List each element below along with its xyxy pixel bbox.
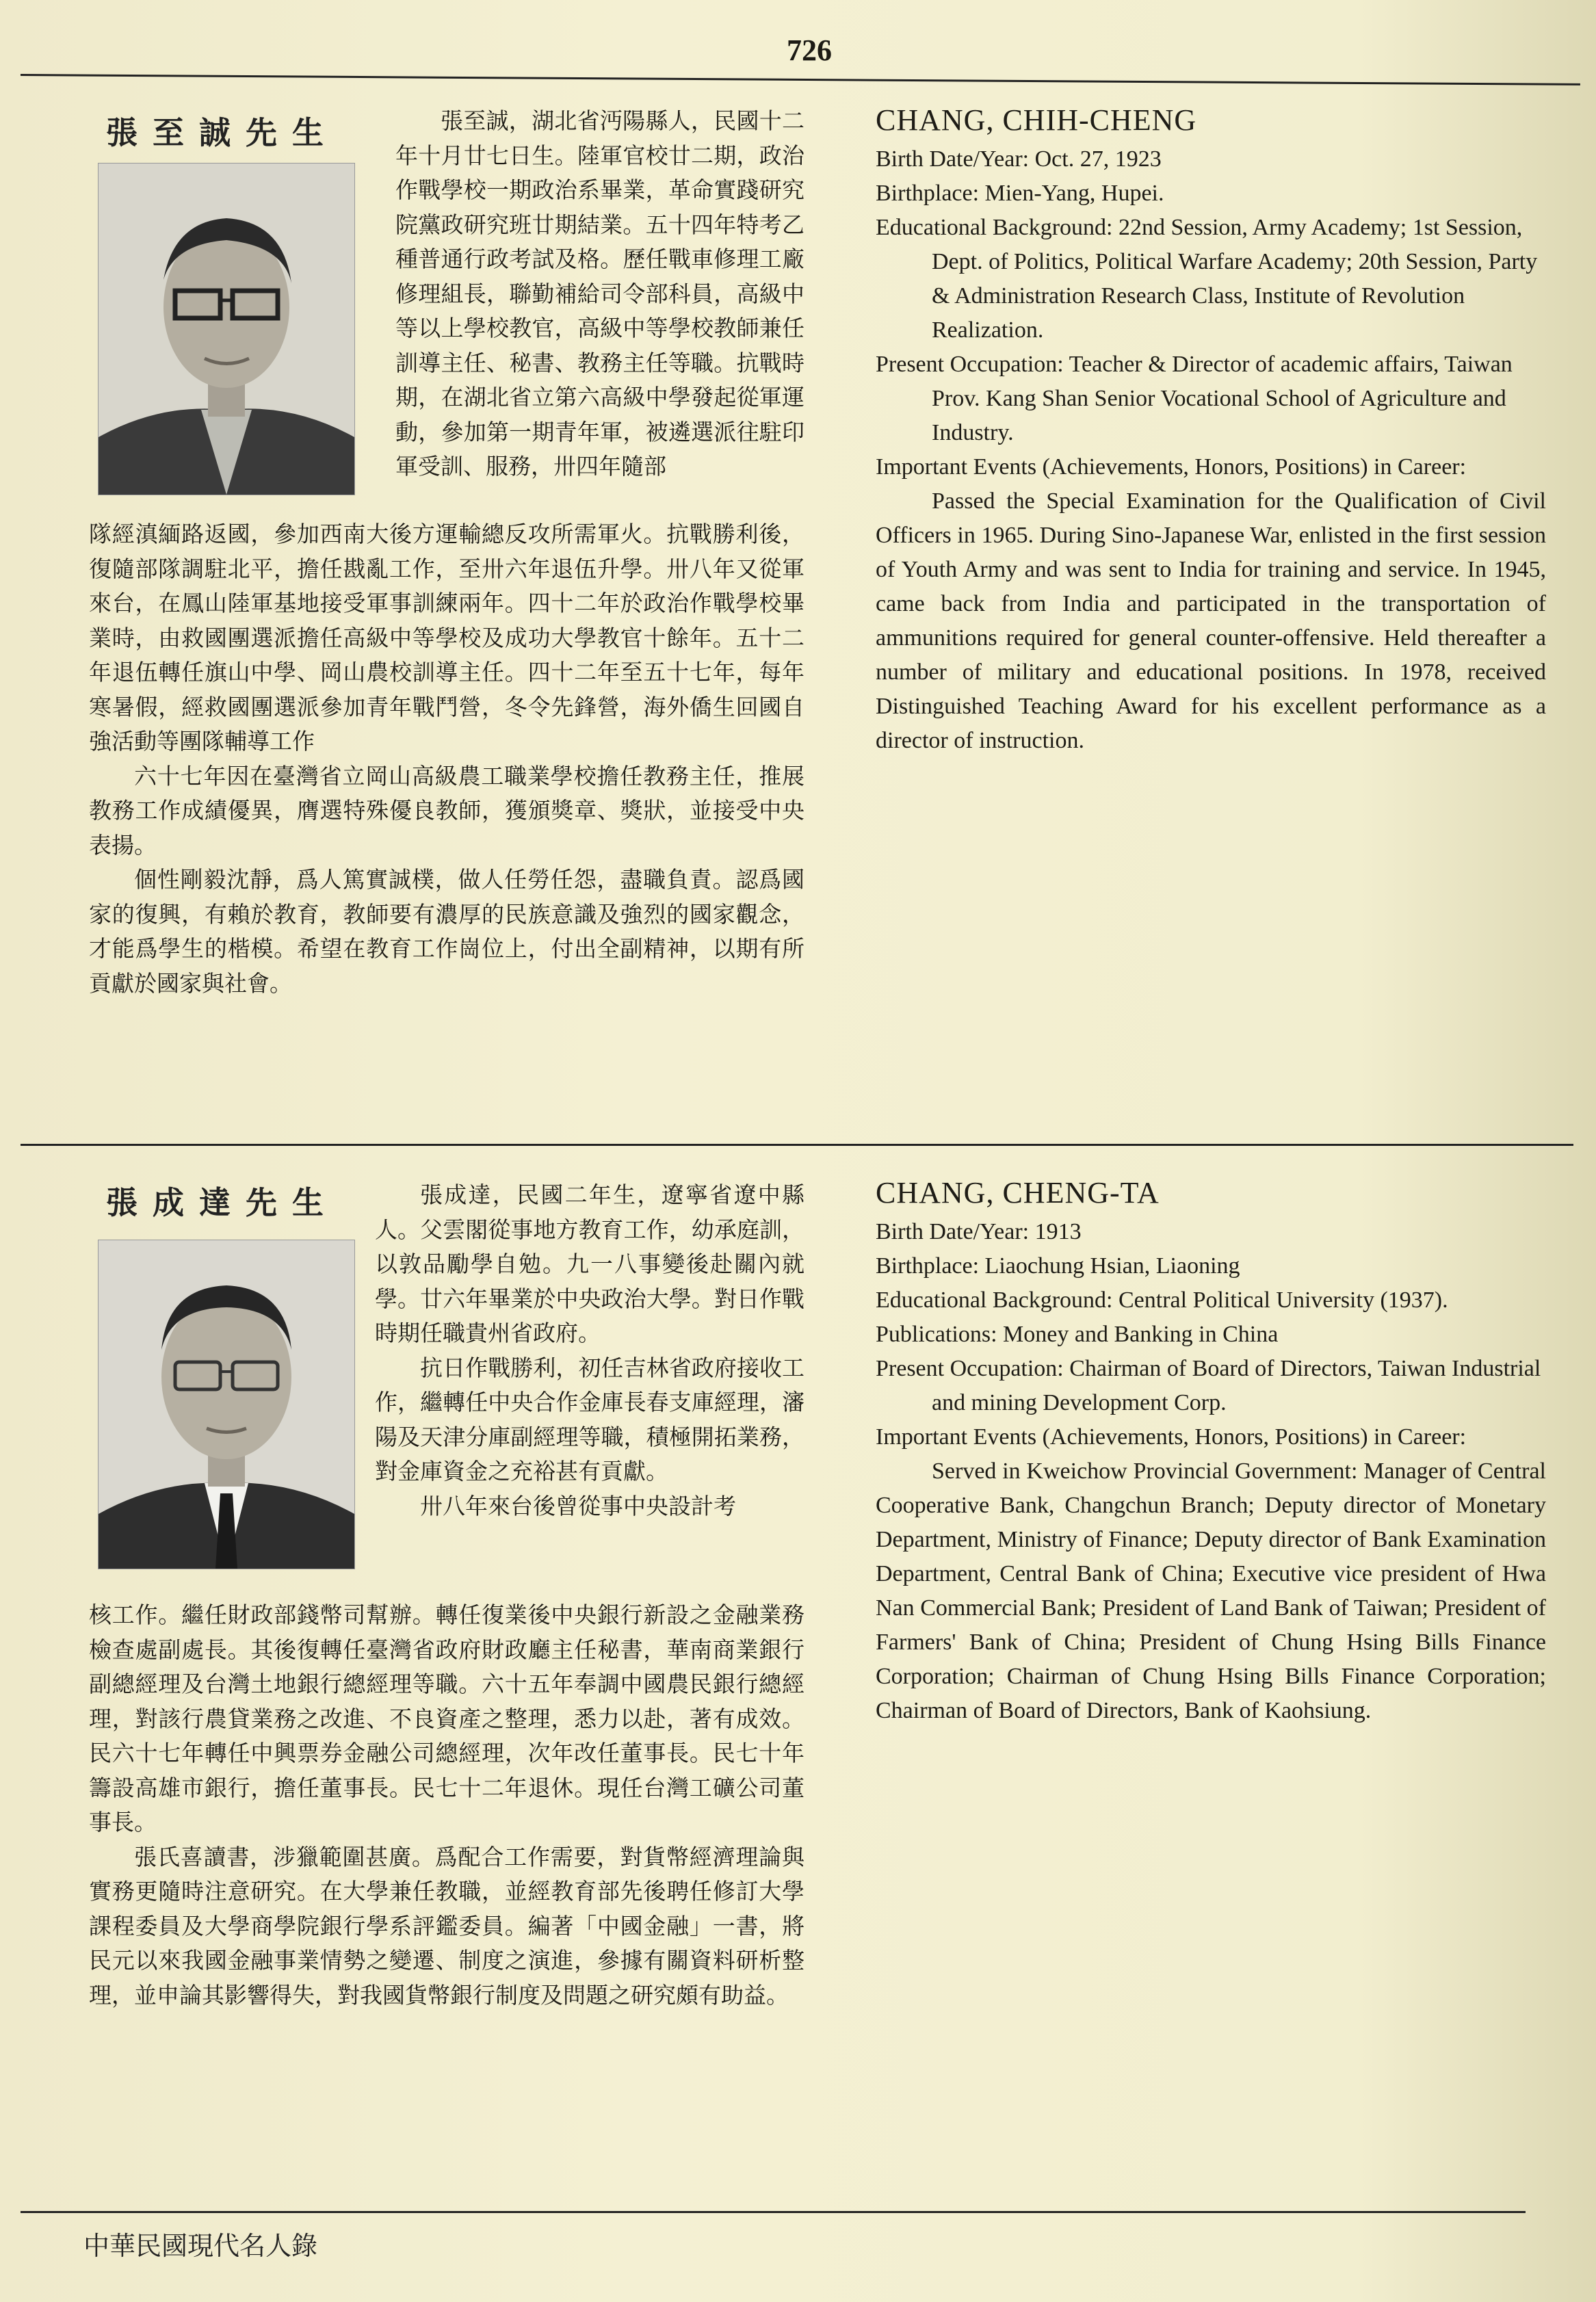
chinese-name: 張成達先生 bbox=[106, 1184, 339, 1221]
chinese-bio-intro bbox=[395, 104, 804, 484]
chinese-bio-intro-text: 抗日作戰勝利，初任吉林省政府接收工作，繼轉任中央合作金庫長春支庫經理，瀋陽及天津分庫副經理等職，積極開拓業務，對金庫資金之充裕甚有貢獻。 bbox=[375, 1354, 804, 1484]
important-events-label: Important Events (Achievements, Honors, Positions) in Career: bbox=[876, 454, 1467, 480]
chinese-bio-body bbox=[89, 1598, 804, 2013]
present-occupation: Present Occupation: Teacher & Director of academic affairs, Taiwan Prov. Kang Shan Senior Vocational School of Agriculture and Industry. bbox=[876, 352, 1513, 445]
book-title-footer: 中華民國現代名人錄 bbox=[83, 2231, 318, 2261]
portrait-photo bbox=[98, 1240, 355, 1569]
important-events-label: Important Events (Achievements, Honors, Positions) in Career: bbox=[876, 1424, 1467, 1450]
chinese-bio-body bbox=[89, 517, 804, 1001]
present-occupation: Present Occupation: Chairman of Board of Directors, Taiwan Industrial and mining Development Corp. bbox=[876, 1356, 1541, 1415]
birthplace: Birthplace: Mien-Yang, Hupei. bbox=[876, 181, 1164, 206]
chinese-bio-paragraph: 核工作。繼任財政部錢幣司幫辦。轉任復業後中央銀行新設之金融業務檢查處副處長。其後復轉任臺灣省政府財政廳主任秘書，華南商業銀行副總經理及台灣土地銀行總經理等職。六十五年奉調中國農民銀行總經理，對該行農貸業務之改進、不良資產之整理，悉力以赴，著有成效。民六十七年轉任中興票券金融公司總經理，次年改任董事長。民七十年籌設高雄市銀行，擔任董事長。民七十二年退休。現任台灣工礦公司董事長。 bbox=[89, 1601, 804, 1835]
birth-date: Birth Date/Year: Oct. 27, 1923 bbox=[876, 146, 1162, 172]
english-bio bbox=[876, 1174, 1546, 1728]
chinese-bio-intro-text: 張至誠，湖北省沔陽縣人，民國十二年十月廿七日生。陸軍官校廿二期，政治作戰學校一期政治系畢業，革命實踐研究院黨政研究班廿期結業。五十四年特考乙種普通行政考試及格。歷任戰車修理工廠修理組長，聯勤補給司令部科員，高級中等以上學校教官，高級中等學校教師兼任訓導主任、秘書、教務主任等職。抗戰時期，在湖北省立第六高級中學發起從軍運動，參加第一期青年軍，被遴選派往駐印軍受訓、服務，卅四年隨部 bbox=[395, 107, 804, 480]
important-events-text: Passed the Special Examination for the Qualification of Civil Officers in 1965. During Sino-Japanese War, enlisted in the first session of Youth Army and was sent to India for training and service. In 1945, came back from India and participated in the transportation of ammunitions required for general counter-offensive. Held thereafter a number of military and educational positions. In 1978, received Distinguished Teaching Award for his excellent performance as a director of instruction. bbox=[876, 488, 1546, 753]
english-bio bbox=[876, 101, 1546, 758]
chinese-bio-paragraph: 個性剛毅沈靜，爲人篤實誠樸，做人任勞任怨，盡職負責。認爲國家的復興，有賴於教育，教師要有濃厚的民族意識及強烈的國家觀念，才能爲學生的楷模。希望在教育工作崗位上，付出全副精神，以期有所貢獻於國家與社會。 bbox=[89, 866, 804, 997]
english-name: CHANG, CHIH-CHENG bbox=[876, 103, 1197, 137]
chinese-bio-paragraph: 張氏喜讀書，涉獵範圍甚廣。爲配合工作需要，對貨幣經濟理論與實務更隨時注意研究。在大學兼任教職，並經教育部先後聘任修訂大學課程委員及大學商學院銀行學系評鑑委員。編著「中國金融」一書，將民元以來我國金融事業情勢之變遷、制度之演進，參據有關資料研析整理，並申論其影響得失，對我國貨幣銀行制度及問題之研究頗有助益。 bbox=[89, 1843, 804, 2009]
bottom-rule bbox=[21, 2211, 1526, 2213]
birthplace: Birthplace: Liaochung Hsian, Liaoning bbox=[876, 1253, 1240, 1279]
page-number: 726 bbox=[787, 34, 832, 67]
portrait-photo-icon bbox=[99, 1240, 354, 1569]
chinese-bio-intro-text: 卅八年來台後曾從事中央設計考 bbox=[420, 1492, 736, 1519]
educational-background: Educational Background: Central Political University (1937). bbox=[876, 1287, 1448, 1313]
chinese-bio-paragraph: 隊經滇緬路返國，參加西南大後方運輸總反攻所需軍火。抗戰勝利後，復隨部隊調駐北平，擔任戡亂工作，至卅六年退伍升學。卅八年又從軍來台，在鳳山陸軍基地接受軍事訓練兩年。四十二年於政治作戰學校畢業時，由救國團選派擔任高級中等學校及成功大學教官十餘年。五十二年退伍轉任旗山中學、岡山農校訓導主任。四十二年至五十七年，每年寒暑假，經救國團選派參加青年戰鬥營，冬令先鋒營，海外僑生回國自強活動等團隊輔導工作 bbox=[89, 521, 804, 755]
english-name: CHANG, CHENG-TA bbox=[876, 1176, 1160, 1209]
chinese-bio-paragraph: 六十七年因在臺灣省立岡山高級農工職業學校擔任教務主任，推展教務工作成績優異，膺選特殊優良教師，獲頒獎章、獎狀，並接受中央表揚。 bbox=[89, 762, 804, 859]
publications: Publications: Money and Banking in China bbox=[876, 1322, 1279, 1347]
section-divider bbox=[21, 1144, 1573, 1146]
educational-background: Educational Background: 22nd Session, Army Academy; 1st Session, Dept. of Politics, Political Warfare Academy; 20th Session, Party & Administration Research Class, Institute of Revolution Realization. bbox=[876, 215, 1538, 343]
chinese-bio-intro bbox=[375, 1178, 804, 1523]
portrait-photo bbox=[98, 163, 355, 495]
chinese-bio-intro-text: 張成達，民國二年生，遼寧省遼中縣人。父雲閣從事地方教育工作，幼承庭訓，以敦品勵學自勉。九一八事變後赴關內就學。廿六年畢業於中央政治大學。對日作戰時期任職貴州省政府。 bbox=[375, 1181, 804, 1346]
important-events-text: Served in Kweichow Provincial Government: Manager of Central Cooperative Bank, Changchun Branch; Deputy director of Monetary Department, Ministry of Finance; Deputy director of Bank Examination Department, Central Bank of China; Executive vice president of Hwa Nan Commercial Bank; President of Land Bank of Taiwan; President of Farmers' Bank of China; President of Chung Hsing Bills Finance Corporation; Chairman of Chung Hsing Bills Finance Corporation; Chairman of Board of Directors, Bank of Kaohsiung. bbox=[876, 1459, 1546, 1723]
birth-date: Birth Date/Year: 1913 bbox=[876, 1219, 1082, 1244]
chinese-name: 張至誠先生 bbox=[106, 114, 339, 151]
portrait-photo-icon bbox=[99, 164, 354, 495]
